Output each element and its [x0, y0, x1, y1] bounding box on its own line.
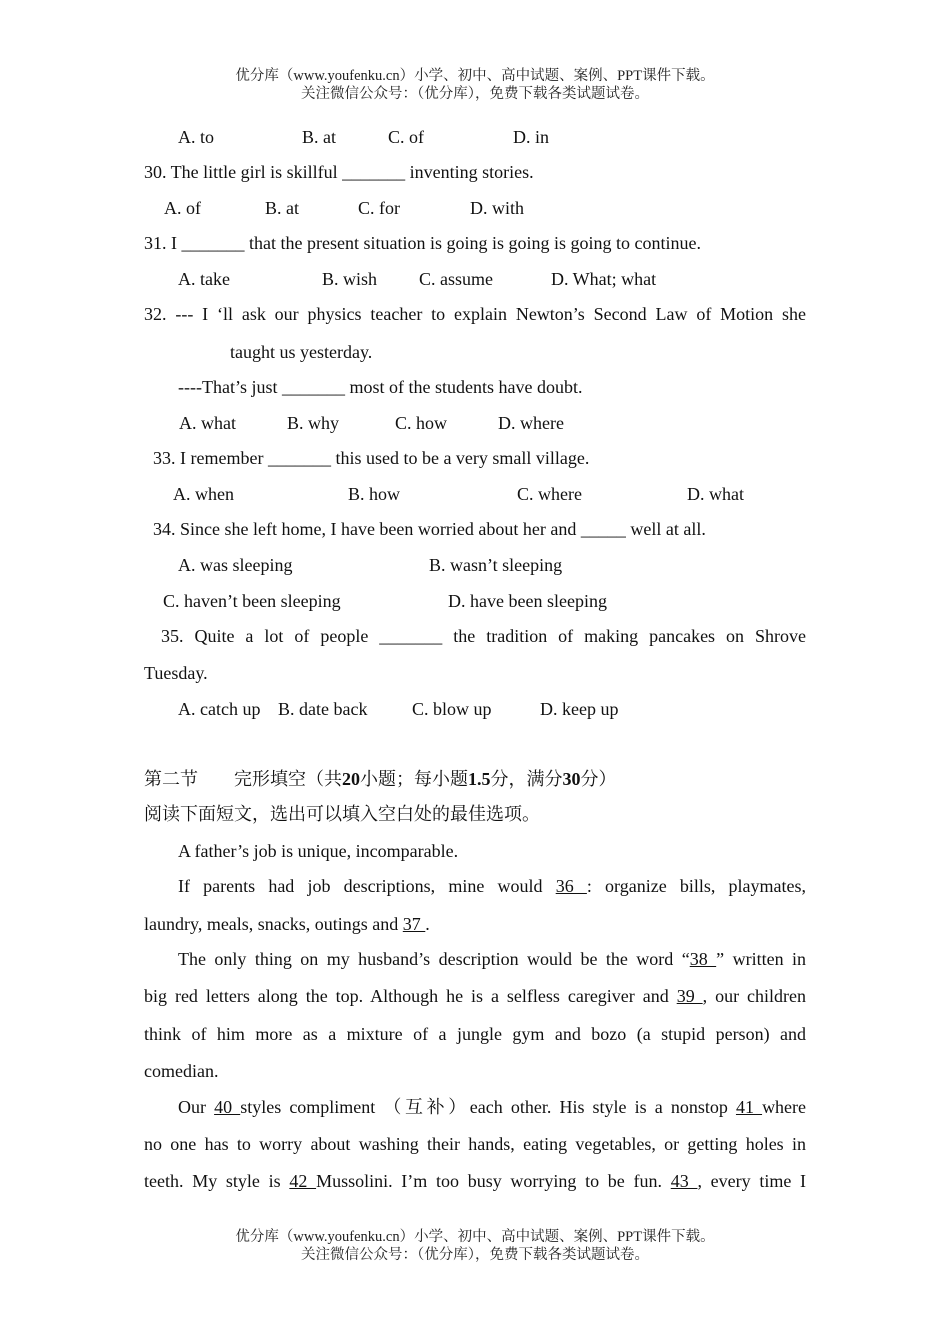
q31-option-b: B. wish	[322, 269, 378, 289]
q34-option-d: D. have been sleeping	[448, 591, 607, 611]
page-header	[0, 67, 950, 103]
q35-option-d: D. keep up	[540, 699, 619, 719]
q35-option-b: B. date back	[278, 699, 368, 719]
blank-36: 36	[555, 876, 587, 896]
q30-option-c: C. for	[358, 198, 400, 218]
passage-p2-line-1: If parents had job descriptions, mine would 36 : organize bills, playmates,	[178, 876, 807, 896]
q33-option-a: A. when	[173, 484, 234, 504]
page-footer	[0, 1228, 950, 1264]
blank-43: 43	[670, 1171, 698, 1191]
q34-option-c: C. haven’t been sleeping	[163, 591, 341, 611]
q30-option-d: D. with	[470, 198, 524, 218]
q30-option-a: A. of	[164, 198, 201, 218]
section-2-description: 完形填空（共20小题；每小题1.5分，满分30分）	[234, 769, 617, 789]
passage-p3-line-2: big red letters along the top. Although he is a selfless caregiver and 39 , our children	[144, 986, 807, 1006]
q29-option-a: A. to	[178, 127, 214, 147]
passage-p4-line-2: no one has to worry about washing their hands, eating vegetables, or getting holes in	[144, 1134, 806, 1154]
q32-stem-line-1: 32. --- I ‘ll ask our physics teacher to explain Newton’s Second Law of Motion she	[144, 304, 806, 324]
blank-41: 41	[735, 1097, 763, 1117]
q31-option-d: D. What; what	[551, 269, 657, 289]
passage-p3-line-3: think of him more as a mixture of a jungle gym and bozo (a stupid person) and	[144, 1024, 806, 1044]
q33-option-c: C. where	[517, 484, 582, 504]
header-line-2: 关注微信公众号：（优分库），免费下载各类试题试卷。	[301, 86, 649, 102]
passage-p4-line-1: Our 40 styles compliment （互补）each other. His style is a nonstop 41 where	[178, 1097, 807, 1117]
passage-p3-line-1: The only thing on my husband’s description would be the word “38 ” written in	[178, 949, 807, 969]
q32-option-d: D. where	[498, 413, 564, 433]
header-line-1: 优分库（www.youfenku.cn）小学、初中、高中试题、案例、PPT课件下载。	[235, 68, 715, 84]
q32-option-c: C. how	[395, 413, 448, 433]
blank-38: 38	[689, 949, 717, 969]
q35-option-a: A. catch up	[178, 699, 261, 719]
blank-40: 40	[214, 1097, 241, 1117]
footer-line-1: 优分库（www.youfenku.cn）小学、初中、高中试题、案例、PPT课件下载。	[235, 1229, 715, 1245]
q34-option-b: B. wasn’t sleeping	[429, 555, 563, 575]
q29-option-d: D. in	[513, 127, 549, 147]
q32-option-a: A. what	[179, 413, 236, 433]
q31-option-a: A. take	[178, 269, 230, 289]
footer-line-2: 关注微信公众号：（优分库），免费下载各类试题试卷。	[301, 1247, 649, 1263]
q35-stem-line-1: 35. Quite a lot of people _______ the tradition of making pancakes on Shrove	[161, 626, 806, 646]
q34-option-a: A. was sleeping	[178, 555, 293, 575]
q29-option-c: C. of	[388, 127, 424, 147]
q35-option-c: C. blow up	[412, 699, 492, 719]
q33-option-b: B. how	[348, 484, 401, 504]
q31-option-c: C. assume	[419, 269, 493, 289]
passage-p4-line-3: teeth. My style is 42 Mussolini. I’m too busy worrying to be fun. 43 , every time I	[144, 1171, 807, 1191]
q29-option-b: B. at	[302, 127, 336, 147]
blank-39: 39	[676, 986, 703, 1006]
blank-37: 37	[402, 914, 426, 934]
q32-option-b: B. why	[287, 413, 340, 433]
q30-option-b: B. at	[265, 198, 299, 218]
q33-option-d: D. what	[687, 484, 744, 504]
section-2-title: 第二节	[144, 769, 198, 789]
blank-42: 42	[289, 1171, 317, 1191]
